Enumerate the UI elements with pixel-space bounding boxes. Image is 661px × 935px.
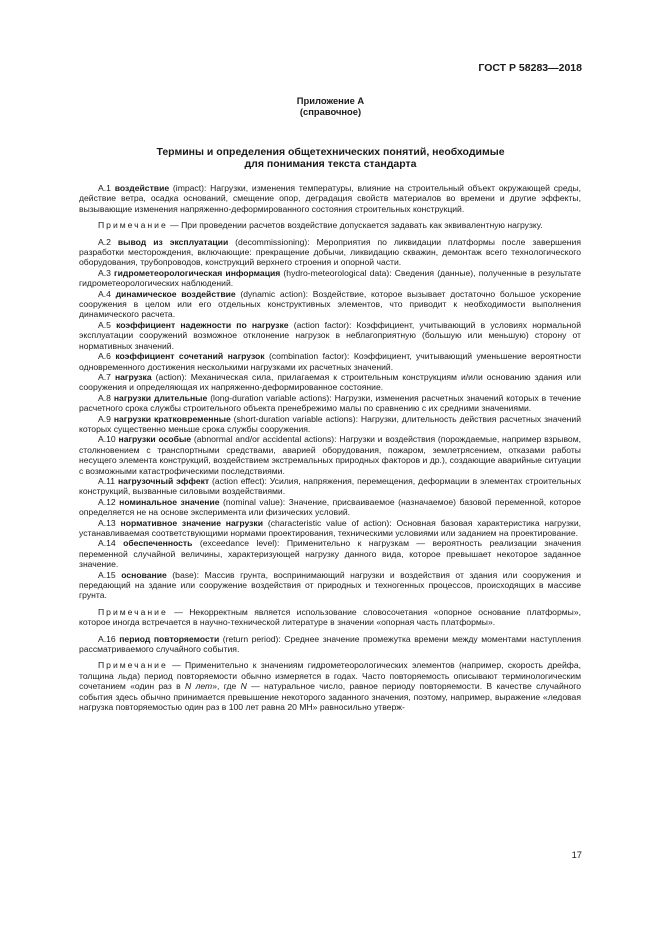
section-title-line-2: для понимания текста стандарта	[244, 158, 417, 170]
definition-term: обеспеченность	[123, 538, 193, 549]
definition-term: динамическое воздействие	[115, 288, 236, 299]
definition-a4	[79, 289, 581, 320]
definition-text: (dynamic action): Воздействие, которое вызывает достаточно большое ускорение сооружения в целом или его отдельных конструктивных элементов, что приводит к необходимости выполнения динамического расчета.	[79, 288, 581, 320]
definition-a14	[79, 538, 581, 569]
definition-text: (long-duration variable actions): Нагрузки, изменения расчетных значений которых в течение расчетного срока службы строительного объекта пренебрежимо малы по сравнению с их средними значениями.	[79, 392, 581, 414]
definition-text: (abnormal and/or accidental actions): Нагрузки и воздействия (порождаемые, например взрывом, столкновением с транспортными средствами, аварией оборудования, пожаром, землетрясением, отказами работы несущего элемента конструкций, воздействием экстремальных природных факторов и др.), создающие аварийные ситуации с возможными катастрофическими последствиями.	[79, 434, 581, 476]
definition-text: (combination factor): Коэффициент, учитывающий уменьшение вероятности одновременного достижения несколькими нагрузками их расчетных значений.	[79, 351, 582, 372]
note-label: Примечание	[98, 220, 168, 231]
definition-term: вывод из эксплуатации	[117, 236, 229, 247]
section-title-line-1: Термины и определения общетехнических понятий, необходимые	[156, 146, 505, 158]
definition-term: нормативное значение нагрузки	[120, 517, 264, 528]
note-text-part: — натуральное число, равное периоду повторяемости. В качестве случайного события здесь обычно принимается превышение некоторого заданного значения, поэтому, например, выражение «ледовая нагрузка повторяемостью один раз в 100 лет равна 20 МН» равносильно утверж-	[79, 681, 581, 713]
definition-a12	[79, 497, 581, 518]
definition-text: (nominal value): Значение, присваиваемое (назначаемое) базовой переменной, которое определяется не на основе эксперимента или физических условий.	[79, 496, 581, 518]
definition-term: нагрузочный эффект	[117, 475, 210, 486]
definition-number: А.9	[98, 413, 111, 424]
definition-text: (short-duration variable actions): Нагрузки, длительность действия расчетных значений которых существенно меньше срока службы сооружения.	[79, 413, 582, 434]
definition-a1	[79, 183, 581, 214]
definition-a3	[79, 268, 581, 289]
note-italic-variable: N	[240, 681, 247, 692]
definition-a7	[79, 372, 581, 393]
note-label: Примечание	[98, 660, 168, 671]
definition-a13	[79, 518, 581, 539]
note-text: — Некорректным является использование словосочетания «опорное основание платформы», которое иногда встречается в научно-технической литературе в значении «опорная часть платформы».	[79, 606, 581, 628]
note-text: — При проведении расчетов воздействие допускается задавать как эквивалентную нагрузку.	[167, 220, 543, 231]
definition-a9	[79, 414, 581, 435]
definition-term: период повторяемости	[119, 633, 220, 644]
document-body	[79, 183, 581, 719]
standard-code: ГОСТ Р 58283—2018	[478, 62, 582, 74]
definition-number: А.7	[98, 371, 111, 382]
note-label: Примечание	[98, 606, 168, 617]
definition-a16	[79, 634, 581, 655]
definition-a8	[79, 393, 581, 414]
definition-number: А.13	[98, 517, 116, 528]
note-2	[79, 607, 581, 628]
definition-text: (impact): Нагрузки, изменения температуры, влияние на строительный объект окружающей среды, действие ветра, осадка оснований, смещение опор, деградация свойств материалов во времени и другие эффекты, вызывающие изменения напряженно-деформированного состояния строительных конструкций.	[79, 183, 582, 214]
definition-term: нагрузка	[114, 371, 152, 382]
note-3	[79, 660, 581, 712]
appendix-subtitle: (справочное)	[299, 106, 362, 117]
definition-number: А.14	[98, 538, 116, 549]
definition-term: нагрузки кратковременные	[113, 413, 231, 424]
definition-number: А.16	[98, 633, 116, 644]
definition-term: основание	[121, 569, 167, 580]
definition-number: А.2	[98, 236, 111, 247]
note-text-part: », где	[212, 681, 241, 692]
definition-number: А.5	[98, 319, 111, 330]
definition-number: А.10	[98, 434, 116, 445]
definition-a5	[79, 320, 581, 351]
definition-term: воздействие	[114, 183, 170, 193]
definition-number: А.4	[98, 288, 111, 299]
definition-text: (action): Механическая сила, прилагаемая к строительным конструкциям и/или основанию здания или сооружения и определяющая их напряженно-деформированное состояние.	[79, 371, 582, 393]
note-1	[79, 220, 581, 230]
definition-text: (exceedance level): Применительно к нагрузкам — вероятность реализации значения переменной случайной величины, характеризующей нагрузку данного вида, которое превышает некоторое заданное значение.	[79, 538, 581, 570]
definition-number: А.15	[98, 569, 116, 580]
definition-term: номинальное значение	[119, 496, 220, 507]
note-italic-term: N лет	[185, 681, 213, 692]
definition-term: коэффициент сочетаний нагрузок	[115, 351, 265, 362]
definition-a2	[79, 237, 581, 268]
definition-number: А.3	[98, 267, 111, 278]
note-text-part: — Применительно к значениям гидрометеорологических элементов (например, скорость дрейфа, толщина льда) период повторяемости обычно измеряется в годах. Часто повторяемость описывают терминологическим сочетанием «один раз в	[79, 660, 581, 692]
definition-text: (return period): Среднее значение промежутка времени между моментами наступления рассматриваемого случайного события.	[79, 633, 582, 655]
definition-a11	[79, 476, 581, 497]
appendix-heading	[0, 95, 661, 117]
definition-term: нагрузки особые	[118, 434, 192, 445]
definition-text: (decommissioning): Мероприятия по ликвидации платформы после завершения разработки месторождения, включающие: прекращение добычи, ликвидацию скважин, демонтаж всего технологического оборудования, трубопроводов, конструкций верхнего строения и опорной части.	[79, 236, 581, 268]
definition-text: (base): Массив грунта, воспринимающий нагрузки и воздействия от здания или сооружения и передающий на здание или сооружение воздействия от природных и техногенных процессов, происходящих в массиве грунта.	[79, 569, 581, 601]
definition-text: (action effect): Усилия, напряжения, перемещения, деформации в элементах строительных конструкций, вызванные силовыми воздействиями.	[79, 475, 582, 497]
page-number: 17	[571, 849, 582, 860]
appendix-title: Приложение А	[296, 95, 365, 106]
definition-term: нагрузки длительные	[113, 392, 208, 403]
definition-number: А.12	[98, 496, 116, 507]
definition-number: А.11	[98, 475, 116, 486]
definition-text: (characteristic value of action): Основная базовая характеристика нагрузки, устанавливаемая соответствующими нормами проектирования, техническими условиями или заданием на проектирование.	[79, 517, 582, 538]
definition-number: А.6	[98, 351, 111, 362]
definition-number: А.8	[98, 392, 111, 403]
definition-term: коэффициент надежности по нагрузке	[116, 319, 289, 330]
definition-text: (hydro-meteorological data): Сведения (данные), полученные в результате гидрометеорологических наблюдений.	[79, 267, 581, 289]
definition-a15	[79, 570, 581, 601]
definition-a10	[79, 434, 581, 476]
section-title	[0, 146, 661, 170]
definition-number: А.1	[98, 183, 111, 193]
definition-a6	[79, 351, 581, 372]
definition-term: гидрометеорологическая информация	[114, 267, 281, 278]
definition-text: (action factor): Коэффициент, учитывающий в условиях нормальной эксплуатации сооружений возможное отклонение нагрузок в неблагоприятную (большую или меньшую) сторону от нормативных значений.	[79, 319, 581, 351]
